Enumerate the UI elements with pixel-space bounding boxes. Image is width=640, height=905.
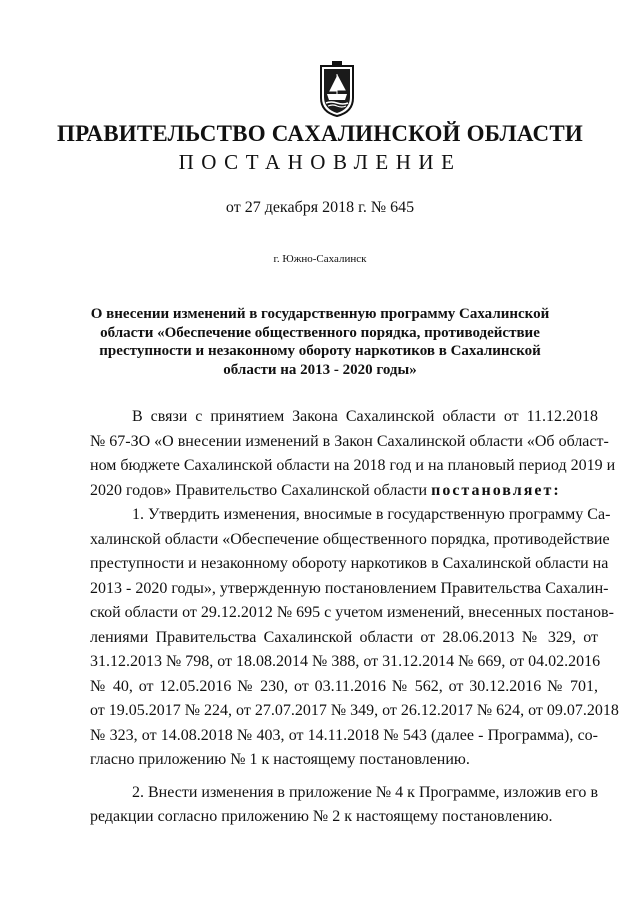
subject-line: О внесении изменений в государственную программу Сахалинской <box>90 306 550 322</box>
item2-line: 2. Внести изменения в приложение № 4 к Программе, изложив его в <box>132 783 598 801</box>
coat-of-arms-icon <box>318 60 356 118</box>
item1-line: 31.12.2013 № 798, от 18.08.2014 № 388, от 31.12.2014 № 669, от 04.02.2016 <box>90 653 601 670</box>
document-subject <box>90 305 550 379</box>
body-line: В связи с принятием Закона Сахалинской области от 11.12.2018 <box>132 408 598 425</box>
item2-line: редакции согласно приложению № 2 к настоящему постановлению. <box>90 808 553 825</box>
subject-line: области на 2013 - 2020 годы» <box>223 361 417 378</box>
body-line-text: 2020 годов» Правительство Сахалинской области <box>90 481 428 499</box>
subject-line: преступности и незаконному обороту наркотиков в Сахалинской <box>99 343 541 359</box>
item1-line: № 40, от 12.05.2016 № 230, от 03.11.2016 № 562, от 30.12.2016 № 701, <box>90 677 598 695</box>
paragraph-gap <box>90 773 598 781</box>
item1-line: лениями Правительства Сахалинской области от 28.06.2013 № 329, от <box>90 628 598 646</box>
document-city: г. Южно-Сахалинск <box>273 253 367 265</box>
item1-line: ской области от 29.12.2012 № 695 с учетом изменений, внесенных постанов- <box>90 604 614 621</box>
item1-line: 1. Утвердить изменения, вносимые в государственную программу Са- <box>132 506 611 523</box>
body-line-final <box>90 479 598 504</box>
body-line: № 67-ЗО «О внесении изменений в Закон Сахалинской области «Об област- <box>90 432 609 450</box>
subject-line: области «Обеспечение общественного порядка, противодействие <box>100 324 540 341</box>
document-body <box>90 405 619 830</box>
item1-line: гласно приложению № 1 к настоящему постановлению. <box>90 751 470 768</box>
body-line: ном бюджете Сахалинской области на 2018 год и на плановый период 2019 и <box>90 457 616 474</box>
document-date-number: от 27 декабря 2018 г. № 645 <box>225 199 415 216</box>
item1-line: халинской области «Обеспечение общественного порядка, противодействие <box>90 530 610 548</box>
item1-line: № 323, от 14.08.2018 № 403, от 14.11.2018 № 543 (далее - Программа), со- <box>90 726 598 744</box>
government-title: ПРАВИТЕЛЬСТВО САХАЛИНСКОЙ ОБЛАСТИ <box>57 121 583 146</box>
item1-line: преступности и незаконному обороту наркотиков в Сахалинской области на <box>90 555 609 572</box>
document-type: ПОСТАНОВЛЕНИЕ <box>178 150 462 174</box>
decree-word: постановляет: <box>431 481 561 499</box>
item1-line: от 19.05.2017 № 224, от 27.07.2017 № 349, от 26.12.2017 № 624, от 09.07.2018 <box>90 702 619 719</box>
item1-line: 2013 - 2020 годы», утвержденную постановлением Правительства Сахалин- <box>90 579 609 597</box>
